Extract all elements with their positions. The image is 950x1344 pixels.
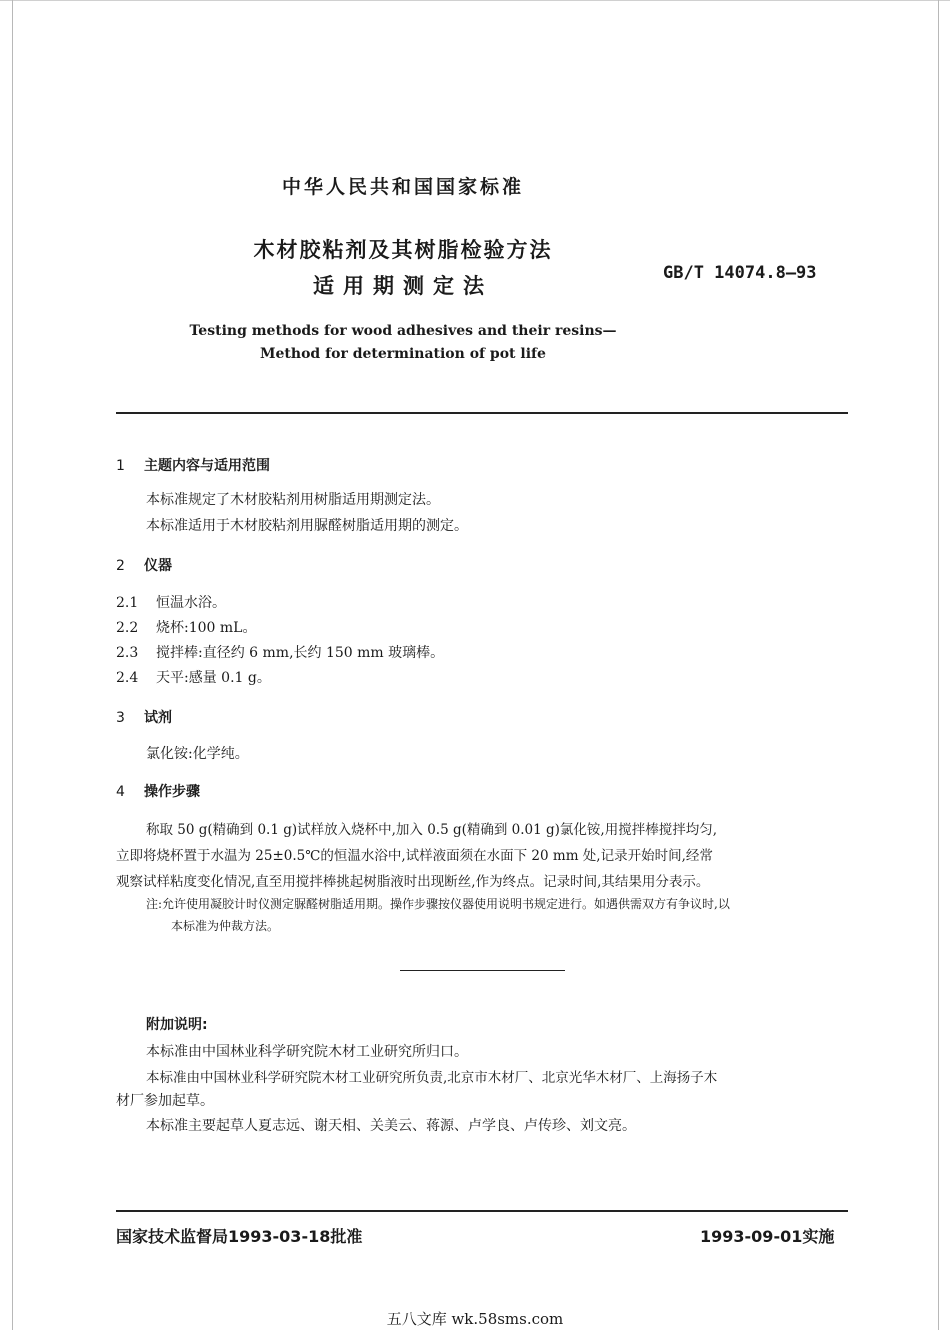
approval-date: 国家技术监督局1993-03-18批准 bbox=[116, 1227, 363, 1246]
scan-border-right bbox=[938, 0, 939, 1330]
section-1-heading bbox=[116, 455, 270, 475]
section-2-heading bbox=[116, 555, 172, 575]
section-4-line-2: 立即将烧杯置于水温为 25±0.5℃的恒温水浴中,试样液面须在水面下 20 mm 处,记录开始时间,经常 bbox=[116, 848, 713, 864]
title-cn-line2: 适用期测定法 bbox=[313, 274, 493, 298]
item-number: 2.3 bbox=[116, 645, 139, 661]
item-number: 2.1 bbox=[116, 595, 139, 611]
section-number: 1 bbox=[116, 458, 125, 474]
item-number: 2.2 bbox=[116, 620, 139, 636]
section-number: 2 bbox=[116, 558, 125, 574]
watermark-text: 五八文库 wk.58sms.com bbox=[386, 1310, 564, 1328]
appendix-line-3: 材厂参加起草。 bbox=[116, 1093, 214, 1109]
section-number: 4 bbox=[116, 784, 125, 800]
section-4-line-1: 称取 50 g(精确到 0.1 g)试样放入烧杯中,加入 0.5 g(精确到 0.01 g)氯化铵,用搅拌棒搅拌均匀, bbox=[146, 822, 718, 838]
list-item bbox=[116, 617, 256, 637]
note-line-1: 注:允许使用凝胶计时仪测定脲醛树脂适用期。操作步骤按仪器使用说明书规定进行。如遇供需双方有争议时,以 bbox=[146, 897, 730, 911]
appendix-line-2: 本标准由中国林业科学研究院木材工业研究所负责,北京市木材厂、北京光华木材厂、上海扬子木 bbox=[146, 1070, 718, 1086]
item-text: 烧杯:100 mL。 bbox=[156, 620, 257, 636]
note-line-2: 本标准为仲裁方法。 bbox=[171, 919, 280, 933]
appendix-title: 附加说明: bbox=[146, 1017, 208, 1033]
scan-border-top bbox=[0, 0, 950, 1]
section-1-paragraph-1: 本标准规定了木材胶粘剂用树脂适用期测定法。 bbox=[146, 492, 440, 508]
section-divider bbox=[400, 970, 565, 971]
scan-border-left bbox=[12, 0, 13, 1330]
footer-divider bbox=[116, 1210, 848, 1212]
appendix-line-1: 本标准由中国林业科学研究院木材工业研究所归口。 bbox=[146, 1044, 468, 1060]
section-3-paragraph: 氯化铵:化学纯。 bbox=[146, 746, 249, 762]
standard-code: GB/T 14074.8—93 bbox=[663, 263, 817, 283]
section-title: 主题内容与适用范围 bbox=[144, 458, 270, 474]
title-en-line2: Method for determination of pot life bbox=[260, 346, 546, 362]
list-item bbox=[116, 667, 271, 687]
title-cn-line1: 木材胶粘剂及其树脂检验方法 bbox=[253, 238, 553, 262]
section-title: 试剂 bbox=[144, 710, 172, 726]
section-title: 操作步骤 bbox=[144, 784, 200, 800]
item-text: 天平:感量 0.1 g。 bbox=[156, 670, 271, 686]
item-text: 搅拌棒:直径约 6 mm,长约 150 mm 玻璃棒。 bbox=[156, 645, 445, 661]
section-3-heading bbox=[116, 707, 172, 727]
national-standard-label: 中华人民共和国国家标准 bbox=[281, 176, 524, 198]
appendix-line-4: 本标准主要起草人夏志远、谢天相、关美云、蒋源、卢学良、卢传珍、刘文亮。 bbox=[146, 1118, 636, 1134]
section-1-paragraph-2: 本标准适用于木材胶粘剂用脲醛树脂适用期的测定。 bbox=[146, 518, 468, 534]
title-en-line1: Testing methods for wood adhesives and their resins— bbox=[189, 323, 617, 339]
section-4-line-3: 观察试样粘度变化情况,直至用搅拌棒挑起树脂液时出现断丝,作为终点。记录时间,其结果用分表示。 bbox=[116, 874, 710, 890]
section-number: 3 bbox=[116, 710, 125, 726]
item-text: 恒温水浴。 bbox=[156, 595, 226, 611]
list-item bbox=[116, 592, 226, 612]
item-number: 2.4 bbox=[116, 670, 139, 686]
header-divider bbox=[116, 412, 848, 414]
implementation-date: 1993-09-01实施 bbox=[700, 1227, 835, 1246]
list-item bbox=[116, 642, 444, 662]
section-4-heading bbox=[116, 781, 200, 801]
section-title: 仪器 bbox=[144, 558, 172, 574]
